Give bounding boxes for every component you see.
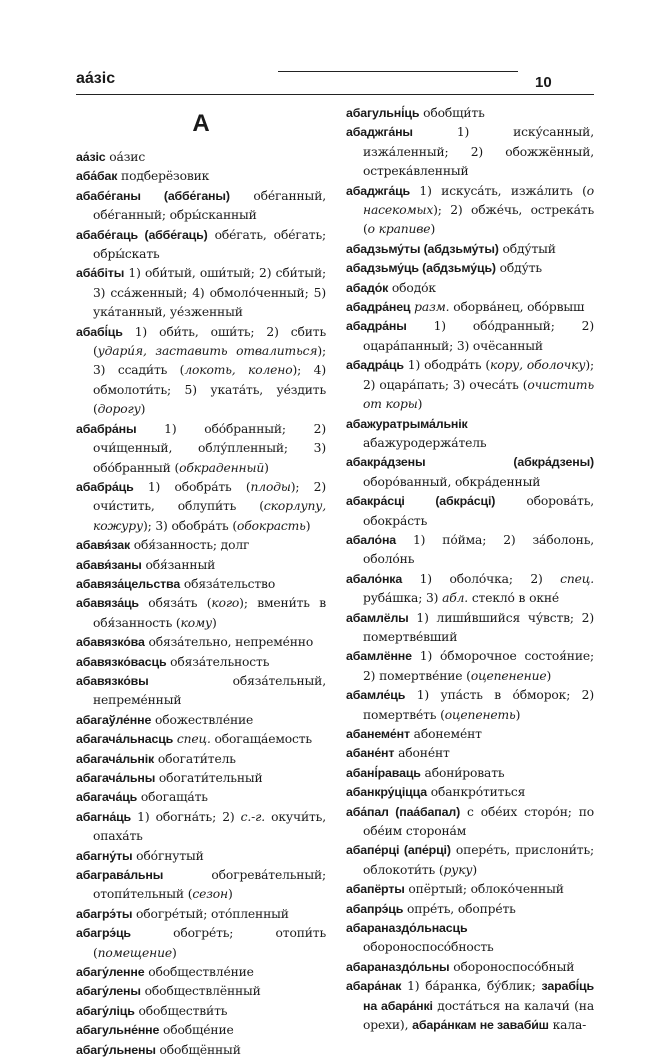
dictionary-entry bbox=[76, 264, 326, 322]
dictionary-entry bbox=[346, 259, 594, 278]
entry-text: обяза́тельство bbox=[180, 576, 276, 591]
entry-text: ); вмени́ть в обя́занность ( bbox=[93, 596, 326, 630]
dictionary-entry bbox=[76, 963, 326, 982]
entry-headword: абадзьму́ць (абдзьму́ць) bbox=[346, 261, 496, 276]
dictionary-entry bbox=[76, 653, 326, 672]
entry-text: обяза́ть ( bbox=[138, 596, 212, 611]
entry-text: 1) оби́тый, оши́тый; 2) сби́тый; 3) сса́женный; 4) обмоло́ченный; 5) ука́танный, уе́зженный bbox=[93, 266, 326, 320]
dictionary-entry bbox=[346, 803, 594, 842]
entry-text: обобществлённый bbox=[140, 984, 261, 999]
entry-headword: абагаўле́нне bbox=[76, 712, 152, 727]
entry-text: обду́тый bbox=[498, 241, 556, 256]
entry-label: о насекомых bbox=[363, 183, 594, 218]
entry-label: спец. bbox=[560, 571, 594, 586]
dictionary-entry bbox=[346, 764, 594, 783]
entry-text: 1) обогна́ть; 2) bbox=[131, 809, 241, 824]
page-number: 10 bbox=[535, 74, 552, 91]
entry-headword: абамлёлы bbox=[346, 610, 409, 625]
entry-text: ) bbox=[140, 402, 146, 417]
entry-headword: абакра́сці (абкра́сці) bbox=[346, 494, 496, 509]
entry-headword: абані́раваць bbox=[346, 765, 421, 780]
entry-label: очистить от коры bbox=[363, 377, 594, 412]
dictionary-entry bbox=[76, 536, 326, 555]
dictionary-entry bbox=[76, 711, 326, 730]
entry-headword: абараназдо́льнасць bbox=[346, 921, 468, 936]
entry-text: обогаща́ть bbox=[137, 790, 208, 805]
dictionary-entry bbox=[346, 647, 594, 686]
entry-text: обяза́тельный, непреме́нный bbox=[93, 673, 326, 708]
entry-headword: абагна́ць bbox=[76, 809, 132, 824]
entry-text: обобществи́ть bbox=[134, 1003, 228, 1018]
entry-text: абони́ровать bbox=[420, 765, 505, 780]
dictionary-entry bbox=[346, 609, 594, 648]
entry-headword: абагульне́нне bbox=[76, 1023, 160, 1038]
left-entry-list bbox=[76, 148, 326, 1060]
entry-label: удари́я, заставить отвалиться bbox=[97, 344, 318, 359]
dictionary-entry bbox=[76, 633, 326, 652]
entry-text: обе́гать, обе́гать; обры́скать bbox=[93, 227, 326, 262]
entry-headword: абаджга́ны bbox=[346, 125, 413, 140]
entry-headword: абагача́льнік bbox=[76, 751, 155, 766]
dictionary-entry bbox=[76, 420, 326, 478]
entry-headword: абагача́льнасць bbox=[76, 732, 174, 747]
entry-text: 1) искуса́ть, изжа́лить ( bbox=[410, 183, 587, 198]
entry-headword: абадо́к bbox=[346, 280, 389, 295]
entry-label: скорлупу, кожуру bbox=[93, 499, 326, 533]
entry-headword: абабра́ць bbox=[76, 479, 134, 494]
entry-text: 1) иску́санный, изжа́ленный; 2) обожжённый, острека́вленный bbox=[363, 125, 594, 179]
entry-headword: абагача́ць bbox=[76, 790, 138, 805]
entry-text: ); 3) ссади́ть ( bbox=[93, 344, 326, 378]
entry-text: 1) лиши́вшийся чу́вств; 2) помертве́вший bbox=[363, 610, 594, 644]
entry-text: обогрева́тельный; отопи́тельный ( bbox=[93, 868, 326, 902]
entry-headword: абагу́лены bbox=[76, 984, 141, 999]
dictionary-entry bbox=[76, 594, 326, 633]
entry-headword: абанеме́нт bbox=[346, 727, 410, 741]
entry-label: абл. bbox=[442, 591, 469, 606]
dictionary-entry bbox=[76, 1002, 326, 1021]
right-column bbox=[346, 104, 594, 1036]
entry-text: обожествле́ние bbox=[151, 712, 254, 727]
entry-headword: абабе́ганы (аббе́ганы) bbox=[76, 188, 230, 203]
entry-label: спец. bbox=[176, 732, 211, 747]
entry-headword: абавя́заны bbox=[76, 557, 142, 572]
entry-text: ) bbox=[546, 668, 552, 683]
dictionary-entry bbox=[76, 226, 326, 265]
entry-text: обогати́тельный bbox=[155, 771, 263, 785]
dictionary-entry bbox=[346, 279, 594, 298]
dictionary-entry bbox=[76, 750, 326, 769]
dictionary-entry bbox=[76, 788, 326, 807]
entry-text: подберёзовик bbox=[117, 169, 210, 184]
dictionary-entry bbox=[346, 570, 594, 609]
dictionary-entry bbox=[76, 982, 326, 1001]
entry-label: дорогу bbox=[97, 402, 141, 417]
entry-text: оборва́нец, обо́рвыш bbox=[449, 300, 585, 315]
dictionary-entry bbox=[76, 730, 326, 749]
entry-headword: абало́нка bbox=[346, 571, 403, 586]
entry-label: локоть, колено bbox=[184, 363, 293, 378]
entry-headword: аба́пал (паа́бапал) bbox=[346, 804, 461, 819]
dictionary-entry bbox=[346, 880, 594, 899]
entry-text: обо́гнутый bbox=[132, 848, 204, 863]
dictionary-entry bbox=[346, 783, 594, 802]
entry-text: ) bbox=[305, 518, 311, 533]
dictionary-entry bbox=[76, 187, 326, 226]
entry-label: сезон bbox=[192, 887, 228, 902]
entry-text: опере́ть, прислони́ть; облокоти́ть ( bbox=[363, 843, 595, 877]
entry-text: ); 3) обобра́ть ( bbox=[142, 518, 237, 533]
entry-text: обороноспосо́бность bbox=[363, 940, 494, 955]
entry-headword: абабра́ны bbox=[76, 421, 137, 436]
entry-headword: абадра́ць bbox=[346, 358, 404, 373]
entry-text: обогаща́емость bbox=[210, 732, 312, 747]
entry-headword: абавяза́ць bbox=[76, 596, 139, 611]
entry-text: опре́ть, обопре́ть bbox=[403, 901, 516, 916]
dictionary-entry bbox=[76, 148, 326, 167]
entry-headword: абагрэ́ць bbox=[76, 926, 131, 941]
dictionary-entry bbox=[346, 453, 594, 492]
dictionary-entry bbox=[346, 958, 594, 977]
dictionary-entry bbox=[346, 919, 594, 958]
entry-text: 1) ба́ранка, бу́блик; bbox=[401, 979, 542, 994]
dictionary-entry bbox=[346, 841, 594, 880]
entry-text: ); 2) очи́стить, облупи́ть ( bbox=[93, 479, 326, 514]
dictionary-entry bbox=[76, 556, 326, 575]
entry-headword: абавязко́ва bbox=[76, 635, 145, 650]
entry-text: стекло́ в окне́ bbox=[468, 591, 560, 606]
entry-headword: абамлённе bbox=[346, 649, 412, 664]
entry-text: ); 4) обмолоти́ть; 5) уката́ть, уе́здить ( bbox=[93, 363, 326, 417]
entry-headword: зарабі́ць на абара́нкі bbox=[363, 979, 594, 1013]
entry-text: ); 2) обже́чь, острека́ть ( bbox=[363, 203, 594, 237]
dictionary-entry bbox=[76, 866, 326, 905]
dictionary-entry bbox=[76, 323, 326, 420]
dictionary-entry bbox=[76, 672, 326, 711]
dictionary-entry bbox=[346, 415, 594, 454]
entry-text: обяза́тельно, непреме́нно bbox=[144, 635, 314, 650]
header-rule-bottom bbox=[76, 94, 594, 95]
entry-text: обобществле́ние bbox=[144, 965, 254, 980]
entry-label: кому bbox=[180, 615, 213, 630]
entry-headword: абадзьму́ты (абдзьму́ты) bbox=[346, 241, 499, 256]
dictionary-entry bbox=[346, 298, 594, 317]
entry-text: руба́шка; 3) bbox=[363, 591, 443, 606]
entry-text: обе́ганный, обе́ганный; обры́сканный bbox=[93, 188, 326, 223]
dictionary-entry bbox=[346, 686, 594, 725]
running-head: аа́зіс bbox=[76, 70, 116, 87]
entry-text: ободо́к bbox=[388, 280, 436, 295]
entry-headword: абабі́ць bbox=[76, 324, 123, 339]
entry-headword: абавя́зак bbox=[76, 538, 131, 553]
entry-text: обороноспосо́бный bbox=[449, 959, 575, 974]
entry-headword: абапёрты bbox=[346, 882, 405, 897]
entry-headword: абаджга́ць bbox=[346, 183, 411, 198]
entry-headword: абажуратрыма́льнік bbox=[346, 416, 468, 431]
entry-text: обогре́тый; ото́пленный bbox=[132, 906, 289, 921]
entry-headword: абане́нт bbox=[346, 746, 395, 761]
entry-label: с.-г. bbox=[240, 809, 265, 824]
dictionary-entry bbox=[76, 575, 326, 594]
entry-label: обокрасть bbox=[236, 518, 306, 533]
left-column bbox=[76, 104, 326, 1060]
entry-text: абоне́нт bbox=[394, 746, 450, 761]
entry-text: с обе́их сторо́н; по обе́им сторона́м bbox=[363, 804, 594, 839]
entry-headword: абагрэ́ты bbox=[76, 906, 133, 921]
entry-headword: абара́нак bbox=[346, 979, 402, 994]
dictionary-entry bbox=[346, 531, 594, 570]
entry-text: ) bbox=[212, 615, 217, 630]
entry-label: разм. bbox=[414, 300, 450, 315]
entry-text: обобщённый bbox=[155, 1042, 241, 1057]
entry-label: плоды bbox=[250, 479, 291, 494]
section-letter: А bbox=[192, 110, 210, 137]
entry-text: 1) о́бморочное состоя́ние; 2) помертве́ние ( bbox=[363, 649, 594, 683]
entry-text: 1) оби́ть, оши́ть; 2) сбить ( bbox=[93, 324, 326, 359]
dictionary-entry bbox=[346, 182, 594, 240]
entry-text: обя́занный bbox=[141, 557, 216, 572]
dictionary-entry bbox=[346, 104, 594, 123]
entry-headword: абавязко́васць bbox=[76, 654, 167, 669]
entry-text: обобщи́ть bbox=[419, 106, 485, 120]
dictionary-entry bbox=[346, 744, 594, 763]
entry-text: обогре́ть; отопи́ть ( bbox=[93, 926, 326, 960]
entry-headword: абара́нкам не заваби́ш bbox=[412, 1018, 549, 1033]
entry-text: ) bbox=[430, 222, 436, 237]
dictionary-entry bbox=[346, 900, 594, 919]
entry-label: оцепенение bbox=[470, 668, 547, 683]
entry-headword: абанкру́ціцца bbox=[346, 785, 427, 800]
entry-text: 1) ободра́ть ( bbox=[403, 358, 490, 373]
entry-text: абажуродержа́тель bbox=[363, 435, 487, 450]
entry-text: обанкро́титься bbox=[426, 785, 526, 800]
dictionary-entry bbox=[76, 905, 326, 924]
entry-headword: аа́зіс bbox=[76, 150, 106, 164]
entry-label: оцепенеть bbox=[444, 707, 516, 722]
right-entry-list bbox=[346, 104, 594, 1036]
dictionary-entry bbox=[76, 924, 326, 963]
dictionary-entry bbox=[346, 317, 594, 356]
entry-text: 1) по́йма; 2) за́болонь, оболо́нь bbox=[363, 532, 594, 567]
entry-label: кого bbox=[211, 596, 240, 611]
entry-headword: аба́бак bbox=[76, 169, 118, 184]
entry-text: обяза́тельность bbox=[166, 654, 270, 669]
entry-text: 1) оболо́чка; 2) bbox=[402, 571, 561, 586]
dictionary-entry bbox=[76, 808, 326, 847]
entry-text: 1) обобра́ть ( bbox=[133, 479, 251, 494]
dictionary-entry bbox=[346, 977, 594, 1035]
entry-text: ); 2) оцара́пать; 3) очеса́ть ( bbox=[363, 358, 595, 392]
dictionary-entry bbox=[76, 167, 326, 186]
entry-headword: абамле́ць bbox=[346, 688, 406, 703]
entry-headword: абагу́ленне bbox=[76, 965, 145, 980]
entry-text: оа́зис bbox=[105, 150, 146, 164]
entry-text: обду́ть bbox=[495, 261, 542, 276]
entry-text: ) bbox=[417, 397, 423, 412]
header-rule-top bbox=[278, 71, 518, 72]
entry-headword: абагу́ліць bbox=[76, 1003, 135, 1018]
dictionary-entry bbox=[76, 847, 326, 866]
entry-headword: аба́біты bbox=[76, 266, 125, 281]
entry-text: оборова́ть, обокра́сть bbox=[363, 494, 594, 528]
dictionary-entry bbox=[76, 769, 326, 788]
entry-label: о крапиве bbox=[367, 222, 431, 237]
dictionary-entry bbox=[76, 1021, 326, 1040]
entry-text: опёртый; облоко́ченный bbox=[404, 882, 564, 897]
entry-text: абонеме́нт bbox=[409, 727, 482, 741]
entry-text: ) bbox=[172, 945, 177, 960]
entry-text: обогати́тель bbox=[154, 751, 236, 766]
dictionary-entry bbox=[76, 1041, 326, 1060]
entry-headword: абавяза́цельства bbox=[76, 576, 181, 591]
entry-headword: абагача́льны bbox=[76, 771, 156, 785]
entry-text: ) bbox=[472, 862, 478, 877]
entry-label: руку bbox=[443, 862, 473, 877]
entry-headword: абадра́нец bbox=[346, 300, 411, 315]
dictionary-entry bbox=[346, 123, 594, 181]
entry-headword: абабе́гаць (аббе́гаць) bbox=[76, 227, 208, 242]
entry-text: ) bbox=[515, 707, 521, 722]
entry-headword: абаграва́льны bbox=[76, 868, 164, 883]
entry-headword: абадра́ны bbox=[346, 319, 407, 334]
entry-text: окучи́ть, опаха́ть bbox=[93, 809, 326, 844]
entry-headword: абало́на bbox=[346, 532, 397, 547]
entry-headword: абакра́дзены (абкра́дзены) bbox=[346, 455, 594, 470]
entry-text: кала- bbox=[548, 1018, 587, 1033]
dictionary-entry bbox=[346, 240, 594, 259]
entry-headword: абагульні́ць bbox=[346, 106, 420, 120]
entry-label: помещение bbox=[97, 945, 172, 960]
entry-text: ) bbox=[264, 460, 269, 475]
entry-text: обобще́ние bbox=[159, 1023, 234, 1038]
entry-text: 1) упа́сть в о́бморок; 2) помертве́ть ( bbox=[363, 688, 594, 722]
entry-headword: абапрэ́ць bbox=[346, 901, 404, 916]
entry-headword: абавязко́вы bbox=[76, 673, 149, 688]
dictionary-entry bbox=[346, 492, 594, 531]
dictionary-entry bbox=[346, 725, 594, 744]
entry-text: ) bbox=[228, 887, 233, 902]
entry-label: кору, оболочку bbox=[490, 358, 586, 373]
entry-text: обя́занность; долг bbox=[130, 538, 250, 553]
entry-headword: абапе́рці (апе́рці) bbox=[346, 843, 451, 858]
entry-text: 1) обо́бранный; 2) очи́щенный, облу́пленный; 3) обо́бранный ( bbox=[93, 421, 326, 475]
entry-text: оборо́ванный, обкра́денный bbox=[363, 474, 541, 489]
entry-text: 1) обо́дранный; 2) оцара́панный; 3) очёсанный bbox=[363, 319, 594, 353]
dictionary-entry bbox=[346, 356, 594, 414]
entry-label: обкраденный bbox=[179, 460, 265, 475]
entry-headword: абагу́льнены bbox=[76, 1042, 156, 1057]
entry-text: доста́ться на калачи́ (на орехи), bbox=[363, 998, 594, 1033]
entry-headword: абараназдо́льны bbox=[346, 959, 450, 974]
entry-headword: абагну́ты bbox=[76, 848, 133, 863]
dictionary-entry bbox=[76, 478, 326, 536]
